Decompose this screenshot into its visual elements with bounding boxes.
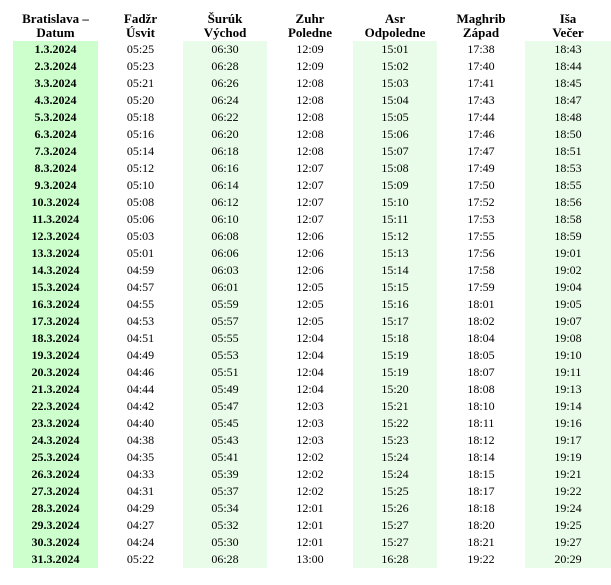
table-row [13, 466, 611, 483]
asr-cell: 15:24 [353, 449, 437, 466]
maghrib-cell: 18:07 [467, 365, 495, 379]
fajr-cell: 05:03 [126, 229, 155, 243]
header-date [13, 10, 98, 41]
dhuhr-cell: 12:02 [296, 467, 324, 481]
date-cell: 19.3.2024 [13, 347, 98, 364]
header-maghrib-line-1: Maghrib [456, 10, 506, 26]
maghrib-cell: 18:08 [467, 382, 495, 396]
date-cell: 29.3.2024 [13, 517, 98, 534]
maghrib-cell: 17:43 [467, 93, 495, 107]
sunrise-cell: 06:16 [183, 160, 267, 177]
dhuhr-cell: 12:09 [296, 59, 324, 73]
date-cell: 8.3.2024 [13, 160, 98, 177]
maghrib-cell: 17:53 [467, 212, 495, 226]
dhuhr-cell: 12:01 [296, 535, 324, 549]
dhuhr-cell: 12:05 [296, 280, 324, 294]
date-cell: 15.3.2024 [13, 279, 98, 296]
table-body [13, 41, 611, 568]
maghrib-cell: 18:14 [467, 450, 495, 464]
maghrib-cell: 18:02 [467, 314, 495, 328]
dhuhr-cell: 12:07 [296, 195, 324, 209]
header-sunrise-line-2: Východ [203, 24, 247, 40]
asr-cell: 15:20 [353, 381, 437, 398]
isha-cell: 19:02 [525, 262, 611, 279]
isha-cell: 18:47 [525, 92, 611, 109]
asr-cell: 15:11 [353, 211, 437, 228]
isha-cell: 18:51 [525, 143, 611, 160]
sunrise-cell: 06:12 [183, 194, 267, 211]
table-row [13, 296, 611, 313]
sunrise-cell: 06:28 [183, 58, 267, 75]
fajr-cell: 04:27 [126, 518, 155, 532]
header-asr-line-2: Odpoledne [364, 24, 426, 40]
isha-cell: 19:17 [525, 432, 611, 449]
isha-cell: 18:45 [525, 75, 611, 92]
dhuhr-cell: 12:08 [296, 127, 324, 141]
maghrib-cell: 17:40 [467, 59, 495, 73]
asr-cell: 15:23 [353, 432, 437, 449]
date-cell: 18.3.2024 [13, 330, 98, 347]
maghrib-cell: 17:52 [467, 195, 495, 209]
table-row [13, 58, 611, 75]
table-row [13, 41, 611, 58]
asr-cell: 15:17 [353, 313, 437, 330]
asr-cell: 15:27 [353, 534, 437, 551]
fajr-cell: 04:55 [126, 297, 155, 311]
asr-cell: 15:21 [353, 398, 437, 415]
maghrib-cell: 17:58 [467, 263, 495, 277]
fajr-cell: 05:21 [126, 76, 155, 90]
table-row [13, 330, 611, 347]
fajr-cell: 05:08 [126, 195, 155, 209]
fajr-cell: 05:18 [126, 110, 155, 124]
date-cell: 21.3.2024 [13, 381, 98, 398]
date-cell: 5.3.2024 [13, 109, 98, 126]
maghrib-cell: 18:04 [467, 331, 495, 345]
table-row [13, 449, 611, 466]
sunrise-cell: 06:22 [183, 109, 267, 126]
table-row [13, 262, 611, 279]
asr-cell: 15:13 [353, 245, 437, 262]
asr-cell: 15:26 [353, 500, 437, 517]
header-dhuhr-line-2: Poledne [287, 24, 333, 40]
isha-cell: 19:05 [525, 296, 611, 313]
dhuhr-cell: 12:08 [296, 76, 324, 90]
asr-cell: 15:19 [353, 347, 437, 364]
dhuhr-cell: 12:04 [296, 382, 324, 396]
asr-cell: 15:18 [353, 330, 437, 347]
maghrib-cell: 17:41 [467, 76, 495, 90]
fajr-cell: 04:33 [126, 467, 155, 481]
asr-cell: 15:06 [353, 126, 437, 143]
asr-cell: 15:01 [353, 41, 437, 58]
table-row [13, 364, 611, 381]
table-row [13, 75, 611, 92]
date-cell: 11.3.2024 [13, 211, 98, 228]
maghrib-cell: 17:47 [467, 144, 495, 158]
date-cell: 2.3.2024 [13, 58, 98, 75]
fajr-cell: 04:31 [126, 484, 155, 498]
maghrib-cell: 18:01 [467, 297, 495, 311]
table-row [13, 228, 611, 245]
maghrib-cell: 17:44 [467, 110, 495, 124]
sunrise-cell: 05:47 [183, 398, 267, 415]
header-isha-line-1: Iša [559, 10, 577, 26]
fajr-cell: 04:24 [126, 535, 155, 549]
dhuhr-cell: 12:08 [296, 144, 324, 158]
sunrise-cell: 06:08 [183, 228, 267, 245]
dhuhr-cell: 12:04 [296, 331, 324, 345]
table-row [13, 483, 611, 500]
isha-cell: 18:48 [525, 109, 611, 126]
header-maghrib [437, 10, 525, 41]
maghrib-cell: 18:11 [467, 416, 495, 430]
maghrib-cell: 18:20 [467, 518, 495, 532]
table-row [13, 109, 611, 126]
date-cell: 9.3.2024 [13, 177, 98, 194]
maghrib-cell: 18:21 [467, 535, 495, 549]
fajr-cell: 04:57 [126, 280, 155, 294]
fajr-cell: 04:40 [126, 416, 155, 430]
dhuhr-cell: 12:05 [296, 297, 324, 311]
maghrib-cell: 17:56 [467, 246, 495, 260]
date-cell: 7.3.2024 [13, 143, 98, 160]
fajr-cell: 04:59 [126, 263, 155, 277]
table-row [13, 381, 611, 398]
asr-cell: 15:24 [353, 466, 437, 483]
header-asr [353, 10, 437, 41]
table-row [13, 432, 611, 449]
fajr-cell: 05:22 [126, 552, 155, 566]
asr-cell: 15:19 [353, 364, 437, 381]
asr-cell: 15:14 [353, 262, 437, 279]
date-cell: 16.3.2024 [13, 296, 98, 313]
sunrise-cell: 06:14 [183, 177, 267, 194]
dhuhr-cell: 12:09 [296, 42, 324, 56]
asr-cell: 15:03 [353, 75, 437, 92]
table-row [13, 517, 611, 534]
asr-cell: 15:09 [353, 177, 437, 194]
asr-cell: 16:28 [353, 551, 437, 568]
header-maghrib-line-2: Západ [462, 24, 500, 40]
sunrise-cell: 05:59 [183, 296, 267, 313]
isha-cell: 19:27 [525, 534, 611, 551]
fajr-cell: 05:10 [126, 178, 155, 192]
isha-cell: 19:22 [525, 483, 611, 500]
header-asr-line-1: Asr [384, 10, 406, 26]
sunrise-cell: 05:43 [183, 432, 267, 449]
maghrib-cell: 17:38 [467, 42, 495, 56]
table-row [13, 211, 611, 228]
asr-cell: 15:12 [353, 228, 437, 245]
asr-cell: 15:08 [353, 160, 437, 177]
header-dhuhr [267, 10, 353, 41]
isha-cell: 19:01 [525, 245, 611, 262]
isha-cell: 18:59 [525, 228, 611, 245]
date-cell: 6.3.2024 [13, 126, 98, 143]
dhuhr-cell: 12:03 [296, 399, 324, 413]
dhuhr-cell: 12:03 [296, 433, 324, 447]
isha-cell: 19:21 [525, 466, 611, 483]
table-row [13, 194, 611, 211]
asr-cell: 15:25 [353, 483, 437, 500]
asr-cell: 15:02 [353, 58, 437, 75]
fajr-cell: 05:14 [126, 144, 155, 158]
date-cell: 28.3.2024 [13, 500, 98, 517]
asr-cell: 15:27 [353, 517, 437, 534]
header-date-line-2: Datum [36, 24, 75, 40]
isha-cell: 19:24 [525, 500, 611, 517]
table-row [13, 279, 611, 296]
maghrib-cell: 18:17 [467, 484, 495, 498]
date-cell: 23.3.2024 [13, 415, 98, 432]
maghrib-cell: 18:12 [467, 433, 495, 447]
table-row [13, 500, 611, 517]
dhuhr-cell: 12:07 [296, 212, 324, 226]
date-cell: 30.3.2024 [13, 534, 98, 551]
isha-cell: 19:04 [525, 279, 611, 296]
header-fajr [98, 10, 183, 41]
sunrise-cell: 05:41 [183, 449, 267, 466]
sunrise-cell: 05:45 [183, 415, 267, 432]
date-cell: 24.3.2024 [13, 432, 98, 449]
sunrise-cell: 06:24 [183, 92, 267, 109]
maghrib-cell: 17:49 [467, 161, 495, 175]
sunrise-cell: 05:34 [183, 500, 267, 517]
dhuhr-cell: 12:08 [296, 93, 324, 107]
table-row [13, 313, 611, 330]
fajr-cell: 04:29 [126, 501, 155, 515]
fajr-cell: 05:06 [126, 212, 155, 226]
isha-cell: 20:29 [525, 551, 611, 568]
sunrise-cell: 06:10 [183, 211, 267, 228]
dhuhr-cell: 12:02 [296, 484, 324, 498]
sunrise-cell: 05:39 [183, 466, 267, 483]
date-cell: 12.3.2024 [13, 228, 98, 245]
date-cell: 14.3.2024 [13, 262, 98, 279]
date-cell: 25.3.2024 [13, 449, 98, 466]
dhuhr-cell: 12:01 [296, 518, 324, 532]
prayer-times-container [13, 10, 611, 568]
sunrise-cell: 06:30 [183, 41, 267, 58]
fajr-cell: 04:35 [126, 450, 155, 464]
table-row [13, 398, 611, 415]
dhuhr-cell: 12:06 [296, 229, 324, 243]
asr-cell: 15:22 [353, 415, 437, 432]
asr-cell: 15:07 [353, 143, 437, 160]
isha-cell: 19:19 [525, 449, 611, 466]
isha-cell: 19:16 [525, 415, 611, 432]
fajr-cell: 05:23 [126, 59, 155, 73]
dhuhr-cell: 12:04 [296, 348, 324, 362]
fajr-cell: 04:46 [126, 365, 155, 379]
date-cell: 10.3.2024 [13, 194, 98, 211]
dhuhr-cell: 13:00 [296, 552, 324, 566]
table-row [13, 415, 611, 432]
sunrise-cell: 05:51 [183, 364, 267, 381]
sunrise-cell: 06:18 [183, 143, 267, 160]
dhuhr-cell: 12:06 [296, 263, 324, 277]
fajr-cell: 05:01 [126, 246, 155, 260]
isha-cell: 19:13 [525, 381, 611, 398]
sunrise-cell: 05:55 [183, 330, 267, 347]
fajr-cell: 04:51 [126, 331, 155, 345]
date-cell: 20.3.2024 [13, 364, 98, 381]
sunrise-cell: 06:06 [183, 245, 267, 262]
sunrise-cell: 05:32 [183, 517, 267, 534]
isha-cell: 18:55 [525, 177, 611, 194]
isha-cell: 19:14 [525, 398, 611, 415]
header-dhuhr-line-1: Zuhr [295, 10, 325, 26]
header-fajr-line-1: Fadžr [123, 10, 158, 26]
header-sunrise [183, 10, 267, 41]
sunrise-cell: 05:49 [183, 381, 267, 398]
dhuhr-cell: 12:07 [296, 178, 324, 192]
isha-cell: 19:10 [525, 347, 611, 364]
dhuhr-cell: 12:02 [296, 450, 324, 464]
date-cell: 1.3.2024 [13, 41, 98, 58]
maghrib-cell: 17:46 [467, 127, 495, 141]
isha-cell: 18:53 [525, 160, 611, 177]
date-cell: 27.3.2024 [13, 483, 98, 500]
fajr-cell: 05:20 [126, 93, 155, 107]
header-isha-line-2: Večer [552, 24, 584, 40]
maghrib-cell: 18:05 [467, 348, 495, 362]
isha-cell: 18:43 [525, 41, 611, 58]
isha-cell: 18:56 [525, 194, 611, 211]
dhuhr-cell: 12:03 [296, 416, 324, 430]
date-cell: 22.3.2024 [13, 398, 98, 415]
dhuhr-cell: 12:04 [296, 365, 324, 379]
fajr-cell: 05:12 [126, 161, 155, 175]
header-row [13, 10, 611, 41]
sunrise-cell: 05:37 [183, 483, 267, 500]
dhuhr-cell: 12:08 [296, 110, 324, 124]
table-header [13, 10, 611, 41]
date-cell: 17.3.2024 [13, 313, 98, 330]
asr-cell: 15:15 [353, 279, 437, 296]
maghrib-cell: 19:22 [467, 552, 495, 566]
sunrise-cell: 05:57 [183, 313, 267, 330]
asr-cell: 15:04 [353, 92, 437, 109]
asr-cell: 15:16 [353, 296, 437, 313]
dhuhr-cell: 12:01 [296, 501, 324, 515]
fajr-cell: 04:53 [126, 314, 155, 328]
sunrise-cell: 06:03 [183, 262, 267, 279]
maghrib-cell: 18:15 [467, 467, 495, 481]
table-row [13, 534, 611, 551]
table-row [13, 177, 611, 194]
header-sunrise-line-1: Šurúk [207, 10, 243, 26]
maghrib-cell: 17:50 [467, 178, 495, 192]
header-date-line-1: Bratislava – [22, 10, 89, 26]
sunrise-cell: 06:20 [183, 126, 267, 143]
date-cell: 13.3.2024 [13, 245, 98, 262]
maghrib-cell: 18:10 [467, 399, 495, 413]
fajr-cell: 04:49 [126, 348, 155, 362]
fajr-cell: 04:42 [126, 399, 155, 413]
fajr-cell: 04:38 [126, 433, 155, 447]
date-cell: 4.3.2024 [13, 92, 98, 109]
header-isha [525, 10, 611, 41]
fajr-cell: 05:16 [126, 127, 155, 141]
date-cell: 3.3.2024 [13, 75, 98, 92]
table-row [13, 551, 611, 568]
table-row [13, 245, 611, 262]
table-row [13, 347, 611, 364]
asr-cell: 15:10 [353, 194, 437, 211]
dhuhr-cell: 12:05 [296, 314, 324, 328]
date-cell: 31.3.2024 [13, 551, 98, 568]
asr-cell: 15:05 [353, 109, 437, 126]
fajr-cell: 05:25 [126, 42, 155, 56]
dhuhr-cell: 12:06 [296, 246, 324, 260]
sunrise-cell: 05:30 [183, 534, 267, 551]
table-row [13, 92, 611, 109]
sunrise-cell: 06:28 [183, 551, 267, 568]
table-row [13, 126, 611, 143]
isha-cell: 19:07 [525, 313, 611, 330]
isha-cell: 18:50 [525, 126, 611, 143]
isha-cell: 19:08 [525, 330, 611, 347]
maghrib-cell: 17:59 [467, 280, 495, 294]
isha-cell: 19:25 [525, 517, 611, 534]
maghrib-cell: 17:55 [467, 229, 495, 243]
isha-cell: 18:58 [525, 211, 611, 228]
date-cell: 26.3.2024 [13, 466, 98, 483]
isha-cell: 19:11 [525, 364, 611, 381]
sunrise-cell: 06:26 [183, 75, 267, 92]
header-fajr-line-2: Úsvit [126, 24, 155, 40]
fajr-cell: 04:44 [126, 382, 155, 396]
table-row [13, 160, 611, 177]
sunrise-cell: 06:01 [183, 279, 267, 296]
prayer-times-table [13, 10, 611, 568]
isha-cell: 18:44 [525, 58, 611, 75]
dhuhr-cell: 12:07 [296, 161, 324, 175]
maghrib-cell: 18:18 [467, 501, 495, 515]
table-row [13, 143, 611, 160]
sunrise-cell: 05:53 [183, 347, 267, 364]
